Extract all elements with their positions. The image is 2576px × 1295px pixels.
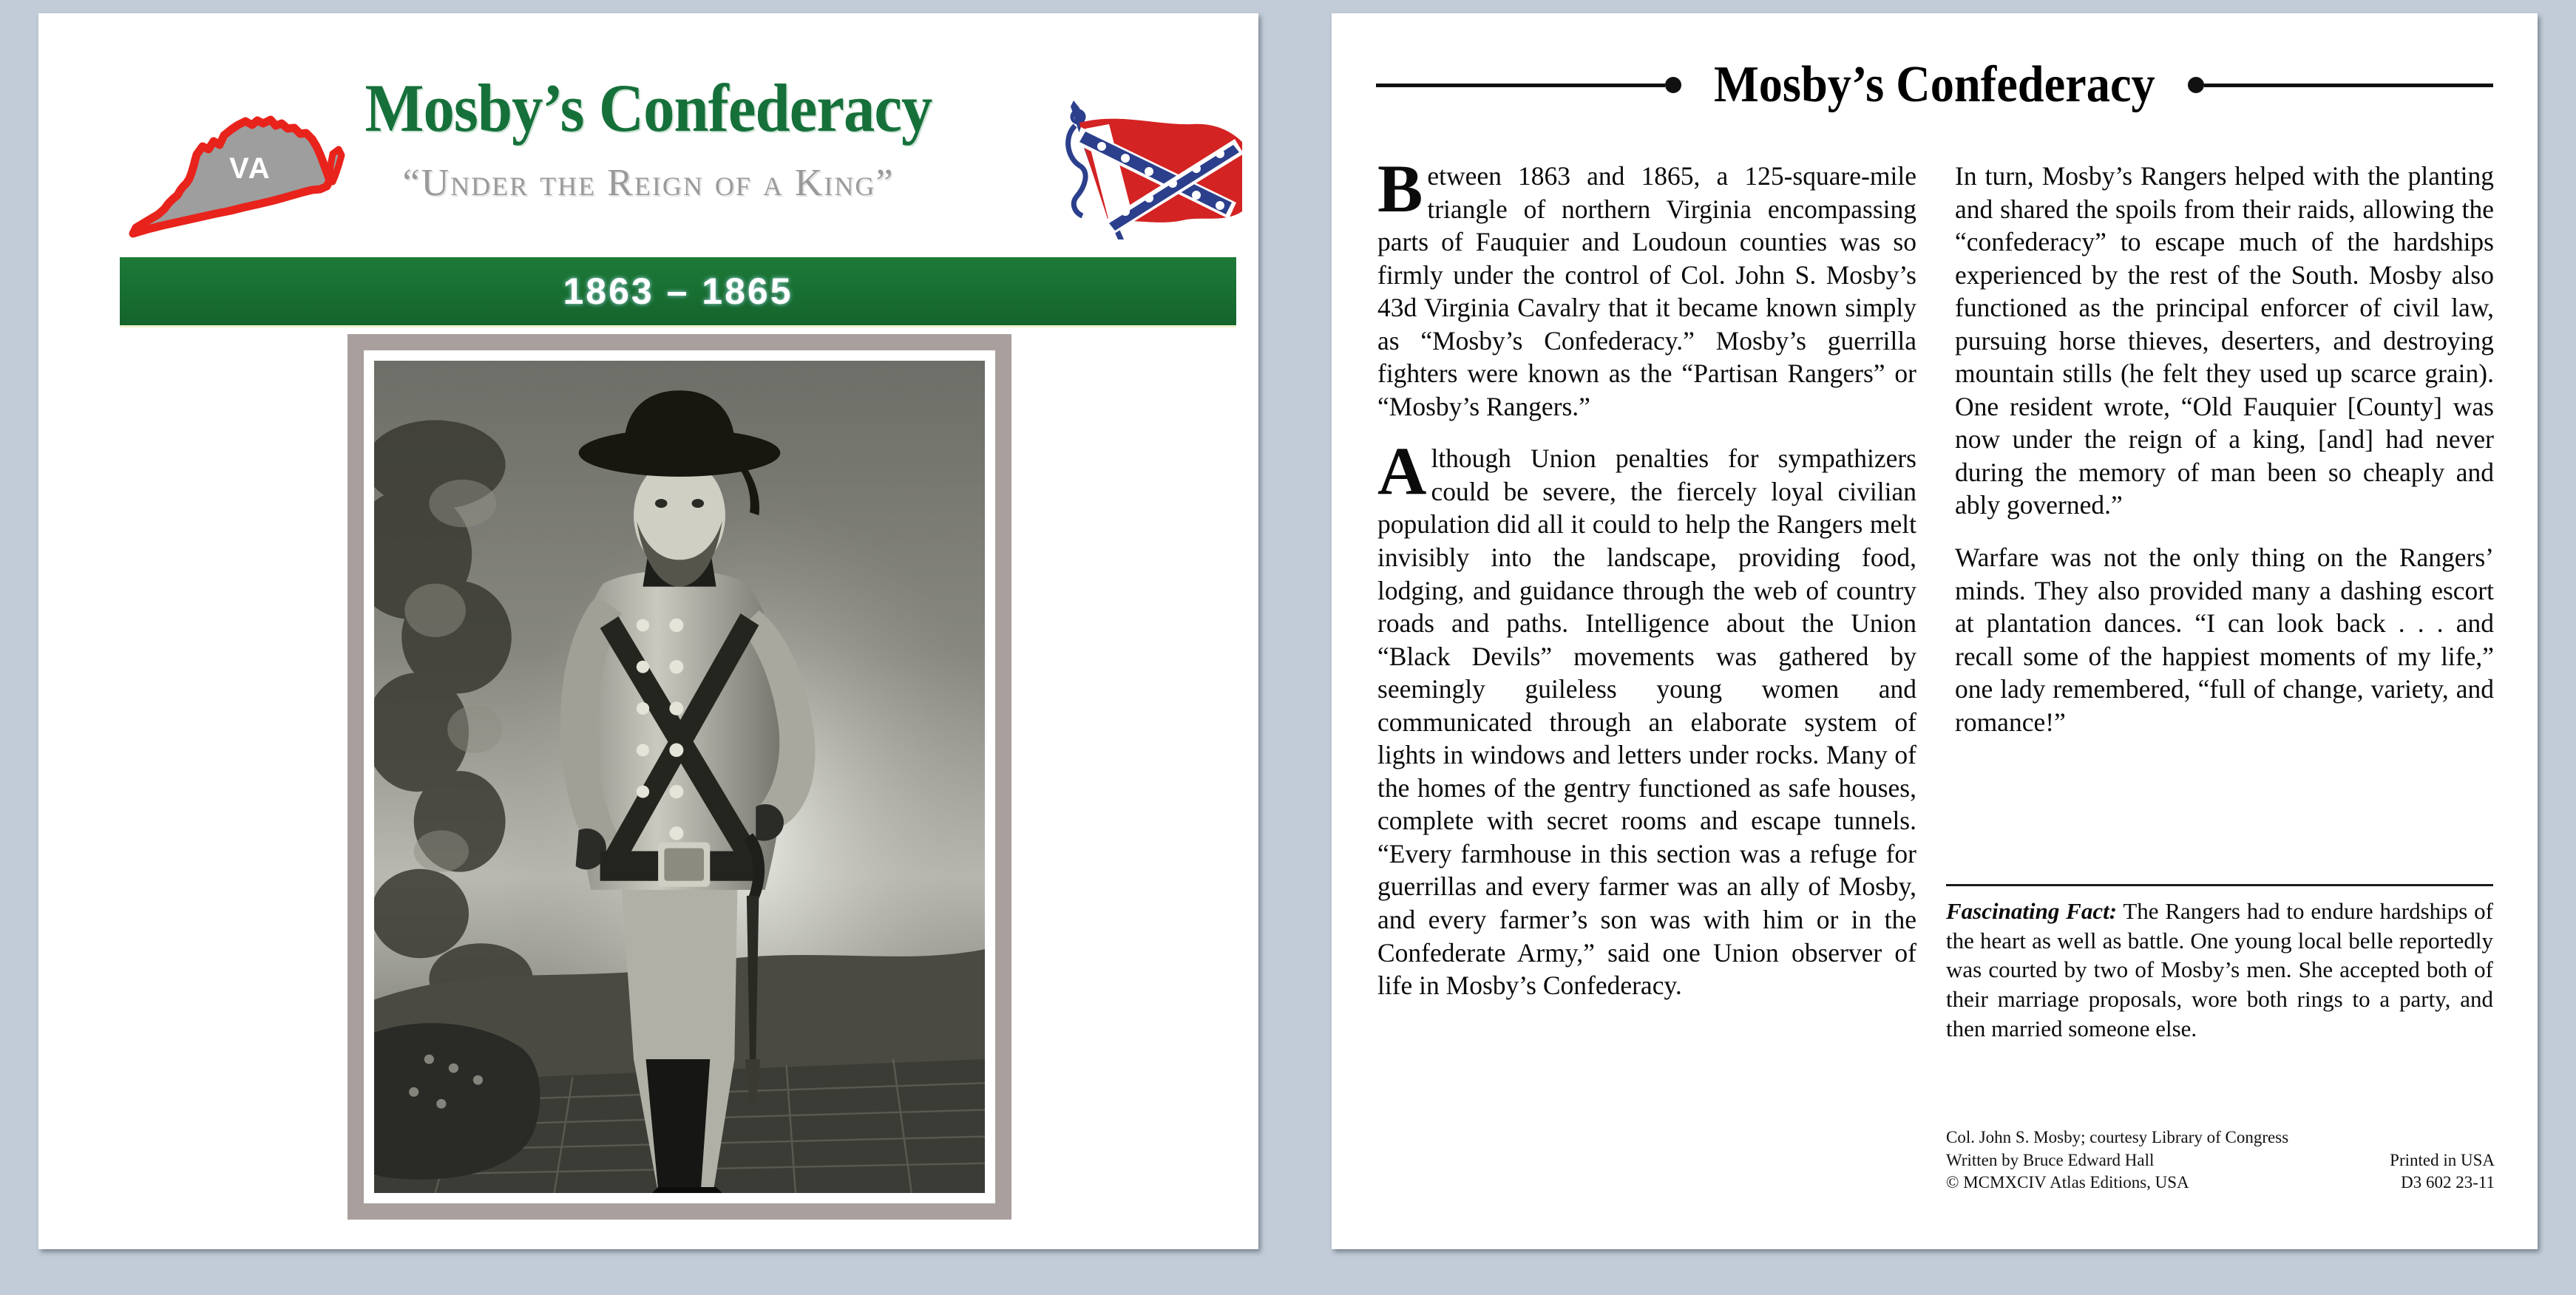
fact-divider — [1946, 884, 2493, 886]
copyright-line — [1946, 1172, 2189, 1194]
card-back — [1332, 13, 2538, 1249]
fascinating-fact-text — [1946, 897, 2493, 1043]
copyright-publisher: Atlas Editions, USA — [2046, 1173, 2189, 1192]
copyright-year: MCMXCIV — [1963, 1173, 2047, 1192]
credit-row-author — [1946, 1149, 2495, 1172]
credit-row-copyright — [1946, 1172, 2495, 1194]
paragraph: Although Union penalties for sympathizers could be severe, the fiercely loyal civilian population did all it could to help the Rangers melt invisibly into the landscape, providing food, lodging, and guidance through the web of country roads and paths. Intelligence about the Union “Black Devils” movements was gathered by seemingly guileless young women and communicated through an elaborate system of lights in windows and letters under rocks. Many of the homes of the gentry functioned as safe houses, complete with secret rooms and escape tunnels. “Every farmhouse in this section was a refuge for guerrillas and every farmer was an ally of Mosby, and every farmer’s son was with him or in the Confederate Army,” said one Union observer of life in Mosby’s Confederacy. — [1377, 433, 1916, 1001]
card-code: D3 602 23-11 — [2401, 1173, 2495, 1192]
photo-frame — [348, 334, 1011, 1220]
photo-credit: Col. John S. Mosby; courtesy Library of Congress — [1946, 1128, 2289, 1146]
page-subtitle: “Under the Reign of a King” — [402, 162, 895, 204]
paragraph: In turn, Mosby’s Rangers helped with the planting and shared the spoils from their raids, allowing the “confederacy” to escape much of the hardships experienced by the rest of the South. Mosby also functioned as the principal enforcer of civil law, pursuing horse thieves, deserters, and destroying mountain stills (he felt they used up scarce grain). One resident wrote, “Old Fauquier [County] was now under the reign of a king, [and] had never during the memory of man been so cheaply and ably governed.” — [1955, 161, 2494, 520]
credit-row-photo — [1946, 1126, 2495, 1149]
back-page-title: Mosby’s Confederacy — [1714, 56, 2155, 113]
header-rule-left — [1376, 84, 1665, 87]
date-range-label: 1863 – 1865 — [563, 271, 793, 312]
fascinating-fact-label: Fascinating Fact: — [1946, 898, 2118, 924]
back-title-header — [1376, 44, 2493, 126]
photo-mat — [364, 350, 995, 1203]
date-range-banner — [120, 257, 1236, 325]
page-title: Mosby’s Confederacy — [365, 70, 932, 146]
copyright-symbol: © — [1946, 1173, 1964, 1192]
fascinating-fact-box — [1946, 884, 2493, 1043]
author-credit: Written by Bruce Edward Hall — [1946, 1150, 2155, 1169]
header-rule-right — [2204, 84, 2493, 87]
paragraph: Between 1863 and 1865, a 125-square-mile triangle of northern Virginia encompassing parts of Fauquier and Loudoun counties was so firmly under the control of Col. John S. Mosby’s 43d Virginia Cavalry that it became known simply as “Mosby’s Confederacy.” Mosby’s guerrilla fighters were known as the “Partisan Rangers” or “Mosby’s Rangers.” — [1377, 151, 1916, 421]
paragraph: Warfare was not the only thing on the Rangers’ minds. They also provided many a dashing escort at plantation dances. “I can look back . . . and recall some of the happiest moments of my life,” one lady remembered, “full of change, variety, and romance!” — [1955, 543, 2494, 737]
credits-block — [1946, 1126, 2495, 1194]
header-dot-right-icon — [2188, 77, 2204, 93]
article-column-left — [1377, 151, 1916, 1022]
card-front — [38, 13, 1258, 1249]
header-dot-left-icon — [1665, 77, 1681, 93]
map-state-abbreviation: VA — [229, 152, 271, 185]
fascinating-fact-body: The Rangers had to endure hardships of the heart as well as battle. One young local belle reportedly was courted by two of Mosby’s men. She accepted both of their marriage proposals, wore both rings to a party, and then married someone else. — [1946, 898, 2494, 1041]
mosby-portrait-photo — [374, 361, 985, 1193]
printed-in-label: Printed in USA — [2390, 1150, 2495, 1169]
